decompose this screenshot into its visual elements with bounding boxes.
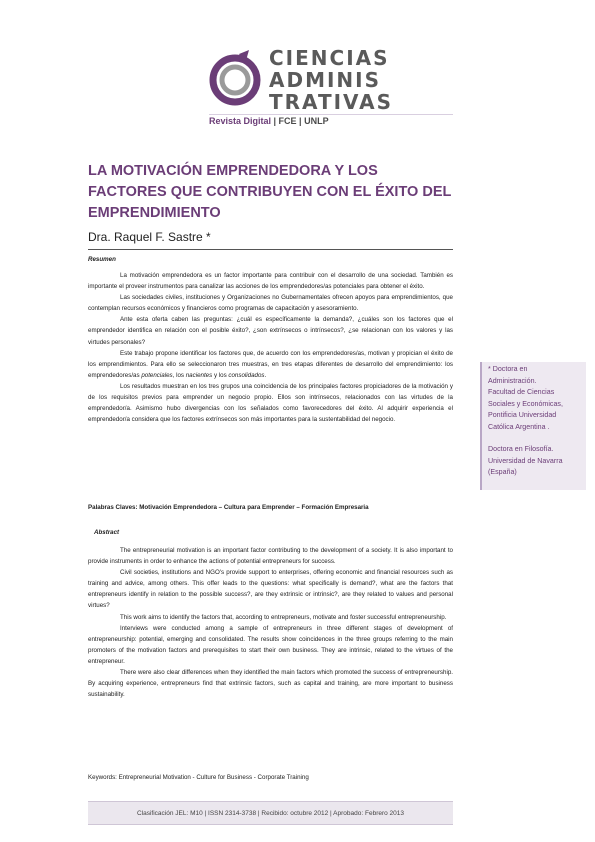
classification-footer: Clasificación JEL: M10 | ISSN 2314-3738 | Recibido: octubre 2012 | Aprobado: Febrero 2013 xyxy=(88,801,453,825)
resumen-p4-text-e: y los xyxy=(212,371,229,379)
resumen-p4-potenciales: potenciales xyxy=(141,371,173,379)
abstract-heading: Abstract xyxy=(94,529,120,536)
resumen-paragraph-4 xyxy=(88,348,453,381)
abstract-paragraph-3: This work aims to identify the factors that, according to entrepreneurs, motivate and foster successful entrepreneurship. xyxy=(120,613,447,621)
affiliation-line-4: Sociales y Económicas, xyxy=(488,399,563,408)
abstract-body xyxy=(88,545,453,700)
logo-word-ciencias: CIENCIAS xyxy=(269,46,390,70)
article-title: LA MOTIVACIÓN EMPRENDEDORA Y LOS FACTORES QUE CONTRIBUYEN CON EL ÉXITO DEL EMPRENDIMIENTO xyxy=(88,163,452,221)
affiliation-line-9: (España) xyxy=(488,468,517,476)
affiliation-line-3: Facultad de Ciencias xyxy=(488,388,555,396)
logo-subtitle-revista: Revista Digital xyxy=(209,116,272,126)
resumen-paragraph-2: Las sociedades civiles, instituciones y Organizaciones no Gubernamentales ofrecen apoyos para emprendimientos, que contemplan recursos económicos y financieros como programas de capacitación y asesoramiento. xyxy=(88,294,453,313)
resumen-body xyxy=(88,270,453,425)
journal-logo xyxy=(209,44,454,124)
abstract-paragraph-5: There were also clear differences when they identified the main factors which promoted the success of entrepreneurship. By acquiring experience, entrepreneurs find that extrinsic factors, such as capital and training, are more important to business sustainability. xyxy=(88,669,453,699)
abstract-paragraph-1: The entrepreneurial motivation is an important factor contributing to the development of a society. It is also important to provide instruments in order to enhance the actions of potential entrepreneurs for success. xyxy=(88,547,453,566)
author-affiliation-box xyxy=(480,362,586,490)
affiliation-line-5: Pontificia Universidad xyxy=(488,411,557,419)
affiliation-line-7: Doctora en Filosofía. xyxy=(488,445,554,453)
logo-word-trativas: TRATIVAS xyxy=(269,90,394,114)
affiliation-line-2: Administración. xyxy=(488,376,537,385)
resumen-keywords: Palabras Claves: Motivación Emprendedora – Cultura para Emprender – Formación Empresaria xyxy=(88,504,369,511)
resumen-p4-consolidados: consolidados xyxy=(228,371,265,379)
affiliation-line-8: Universidad de Navarra xyxy=(488,456,563,465)
resumen-paragraph-3: Ante esta oferta caben las preguntas: ¿cuál es específicamente la demanda?, ¿cuáles son los factores que el emprendedor identifica en relación con el posible éxito?, ¿son extrínsecos o intrínsecos?, ¿se relacionan con los valores y las virtudes personales? xyxy=(88,316,453,346)
affiliation-line-6: Católica Argentina . xyxy=(488,422,550,431)
resumen-p4-text-g: . xyxy=(264,371,267,379)
logo-word-adminis: ADMINIS xyxy=(269,68,382,92)
resumen-heading: Resumen xyxy=(88,256,116,263)
logo-mark-icon xyxy=(209,50,261,106)
logo-divider xyxy=(209,114,453,115)
resumen-p4-text-c: , los xyxy=(172,371,186,379)
author-name: Dra. Raquel F. Sastre * xyxy=(88,230,211,244)
resumen-paragraph-5: Los resultados muestran en los tres grupos una coincidencia de los principales factores propiciadores de la motivación y de los requisitos previos para emprender un negocio propio. Ellos son intrínsecos, relacionados con las virtudes de la emprendedor/a. Asimismo hubo divergencias con los señalados como favorecedores del éxito. Al adquirir experiencia el emprendedor/a considera que los factores extrínsecos son más importantes para la sustentabilidad del negocio. xyxy=(88,382,453,424)
title-divider xyxy=(88,249,453,250)
abstract-paragraph-4: Interviews were conducted among a sample of entrepreneurs in three different stages of development of entrepreneurship: potential, emerging and consolidated. The results show coincidences in the three groups referring to the main promoters of the motivation factors and prerequisites to start their own business. They are intrinsic, related to the virtues of the entrepreneur. xyxy=(88,624,453,665)
abstract-keywords: Keywords: Entrepreneurial Motivation - Culture for Business - Corporate Training xyxy=(88,774,309,781)
affiliation-line-1: * Doctora en xyxy=(488,365,528,373)
resumen-p4-nacientes: nacientes xyxy=(185,371,213,379)
logo-subtitle-fce: | FCE | UNLP xyxy=(271,116,329,126)
abstract-paragraph-2: Civil societies, institutions and NGO's provide support to enterprises, offering economic and financial resources such as training and advice, among others. This offer leads to the questions: what specifically is demand?, what are the factors that entrepreneurs identify in relation to the possible success?, are they extrinsic or intrinsic?, are they related to values and personal virtues? xyxy=(88,569,453,610)
resumen-paragraph-1: La motivación emprendedora es un factor importante para contribuir con el desarrollo de una sociedad. También es importante el proveer instrumentos para canalizar las acciones de los emprendedores/as potenciales para obtener el éxito. xyxy=(88,272,453,291)
logo-subtitle xyxy=(209,116,453,126)
resumen-p4-text-a: Este trabajo propone identificar los factores que, de acuerdo con los emprendedores/as, motivan y propician el éxito de los emprendimientos. Para ello se seleccionaron tres muestras, en tres etapas diferentes de desarrollo del emprendimiento: los emprendedores/as xyxy=(88,349,453,379)
